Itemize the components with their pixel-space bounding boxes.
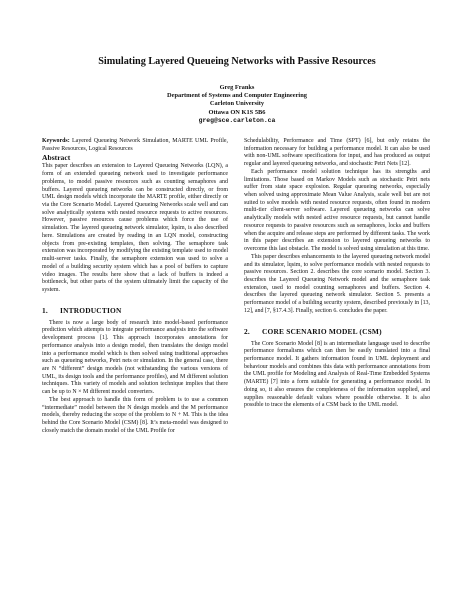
section-number: 1. bbox=[42, 305, 48, 315]
abstract-text: This paper describes an extension to Layered Queueing Networks (LQN), a form of an extended queueing network used to investigate performance problems, to model passive resources such as counting semaphores and buffers. Layered queueing networks can be constructed directly, or from UML design models which incorporate the MARTE profile, either directly or via the Core Scenario Model. Layered Queueing Networks scale well and can solve analytically systems with nested resource requests to active resources. However, passive resources cause problems which force the use of simulation. The layered queueing network simulator, lqsim, is also described here. Simulations are created by reading in an LQN model, constructing objects from pre-existing templates, then solving. The semaphore task extension was incorporated by modifying the existing template used to model multi-server tasks. Finally, the semaphore extension was used to solve a model of a building security system which has a pool of buffers to capture video images. The results here show that a lack of buffers is indeed a bottleneck, but other parts of the system ultimately limit the capacity of the system. bbox=[42, 163, 228, 293]
section-title: CORE SCENARIO MODEL (CSM) bbox=[262, 326, 382, 336]
keywords bbox=[42, 138, 228, 153]
abstract-heading: Abstract bbox=[42, 153, 71, 163]
section-heading-csm bbox=[244, 327, 430, 336]
author-email: greg@sce.carleton.ca bbox=[198, 116, 276, 124]
intro-paragraph-2: The best approach to handle this form of problem is to use a common “intermediate” model between the N design models and the M performance models, thereby reducing the scope of the problem to N + M. This is the idea behind the Core Scenario Model (CSM) [8]. It’s meta-model was designed to closely match the domain model of the UML Profile for bbox=[42, 396, 228, 434]
author-department: Department of Systems and Computer Engineering bbox=[167, 92, 307, 100]
right-paragraph-1: Schedulability, Performance and Time (SPT) [6], but only retains the information necessary for building a performance model. It can also be used with non-UML software specifications for input, and has produced as output regular and layered queueing networks, and stochastic Petri Nets [12]. bbox=[244, 138, 430, 168]
intro-paragraph-1: There is now a large body of research into model-based performance prediction which attempts to integrate performance analysis into the software development process [1]. This approach incorporates annotations for performance analysis into a design model, then translates the design model into a performance model which is then solved using traditional approaches such as queueing networks, Petri nets or simulation. In the general case, there are N “different” design models (not withstanding the various versions of UML, its design tools and the performance profiles), and M different solution techniques. This variety of models and solution technique implies that there can be up to N × M different model converters. bbox=[42, 319, 228, 396]
csm-paragraph-1: The Core Scenario Model [8] is an intermediate language used to describe performance formalisms which can then be easily translated into a final performance model. It gathers information found in UML deployment and behaviour models and combines this data with performance annotations from the UML profile for Modeling and Analysis of Real-Time Embedded Systems (MARTE) [7] into a form suitable for generating a performance model. In doing so, it also ensures the completeness of the information supplied, and supplies reasonable default values where possible otherwise. It is also possible to trace the elements of a CSM back to the UML model. bbox=[244, 340, 430, 409]
right-paragraph-2: Each performance model solution technique has its strengths and limitations. Those based on Markov Models such as stochastic Petri nets suffer from state space explosion. Regular queueing networks, especially when solved using approximate Mean Value Analysis, scale well but are not suited to solve models with nested resource requests, often found in modern multi-tier client-server software. Layered queueing networks can solve analytically models with nested active resource requests, but cannot handle resource requests to passive resources such as semaphores, locks and buffers when the acquire and release steps are performed by different tasks. The work in this paper describes an extension to layered queueing networks to overcome this last obstacle. The model is solved using simulation at this time. bbox=[244, 168, 430, 253]
author-address: Ottawa ON K1S 5B6 bbox=[208, 108, 266, 116]
author-university: Carleton University bbox=[209, 100, 265, 108]
author-name: Greg Franks bbox=[219, 84, 255, 91]
paper-title: Simulating Layered Queueing Networks with Passive Resources bbox=[98, 56, 376, 67]
left-column bbox=[42, 138, 228, 435]
keywords-label: Keywords: bbox=[42, 138, 70, 144]
author-block bbox=[0, 84, 474, 125]
keywords-text: Layered Queueing Network Simulation, MARTE UML Profile, Passive Resources, Logical Resources bbox=[42, 138, 228, 152]
section-heading-introduction bbox=[42, 306, 228, 315]
right-paragraph-3: This paper describes enhancements to the layered queueing network model and its simulator, lqsim, to solve performance models with nested requests to passive resources. Section 2. describes the core scenario model. Section 3. describes the Layered Queueing Network model and the semaphore task extension, used to model counting semaphores and buffers. Section 4. describes the layered queueing network simulator. Section 5. presents a performance model of a building security system, described previously in [13, 12], and [7, §17.4.3]. Finally, section 6. concludes the paper. bbox=[244, 253, 430, 314]
section-title: INTRODUCTION bbox=[60, 305, 122, 315]
section-number: 2. bbox=[244, 326, 250, 336]
right-column bbox=[244, 138, 430, 410]
